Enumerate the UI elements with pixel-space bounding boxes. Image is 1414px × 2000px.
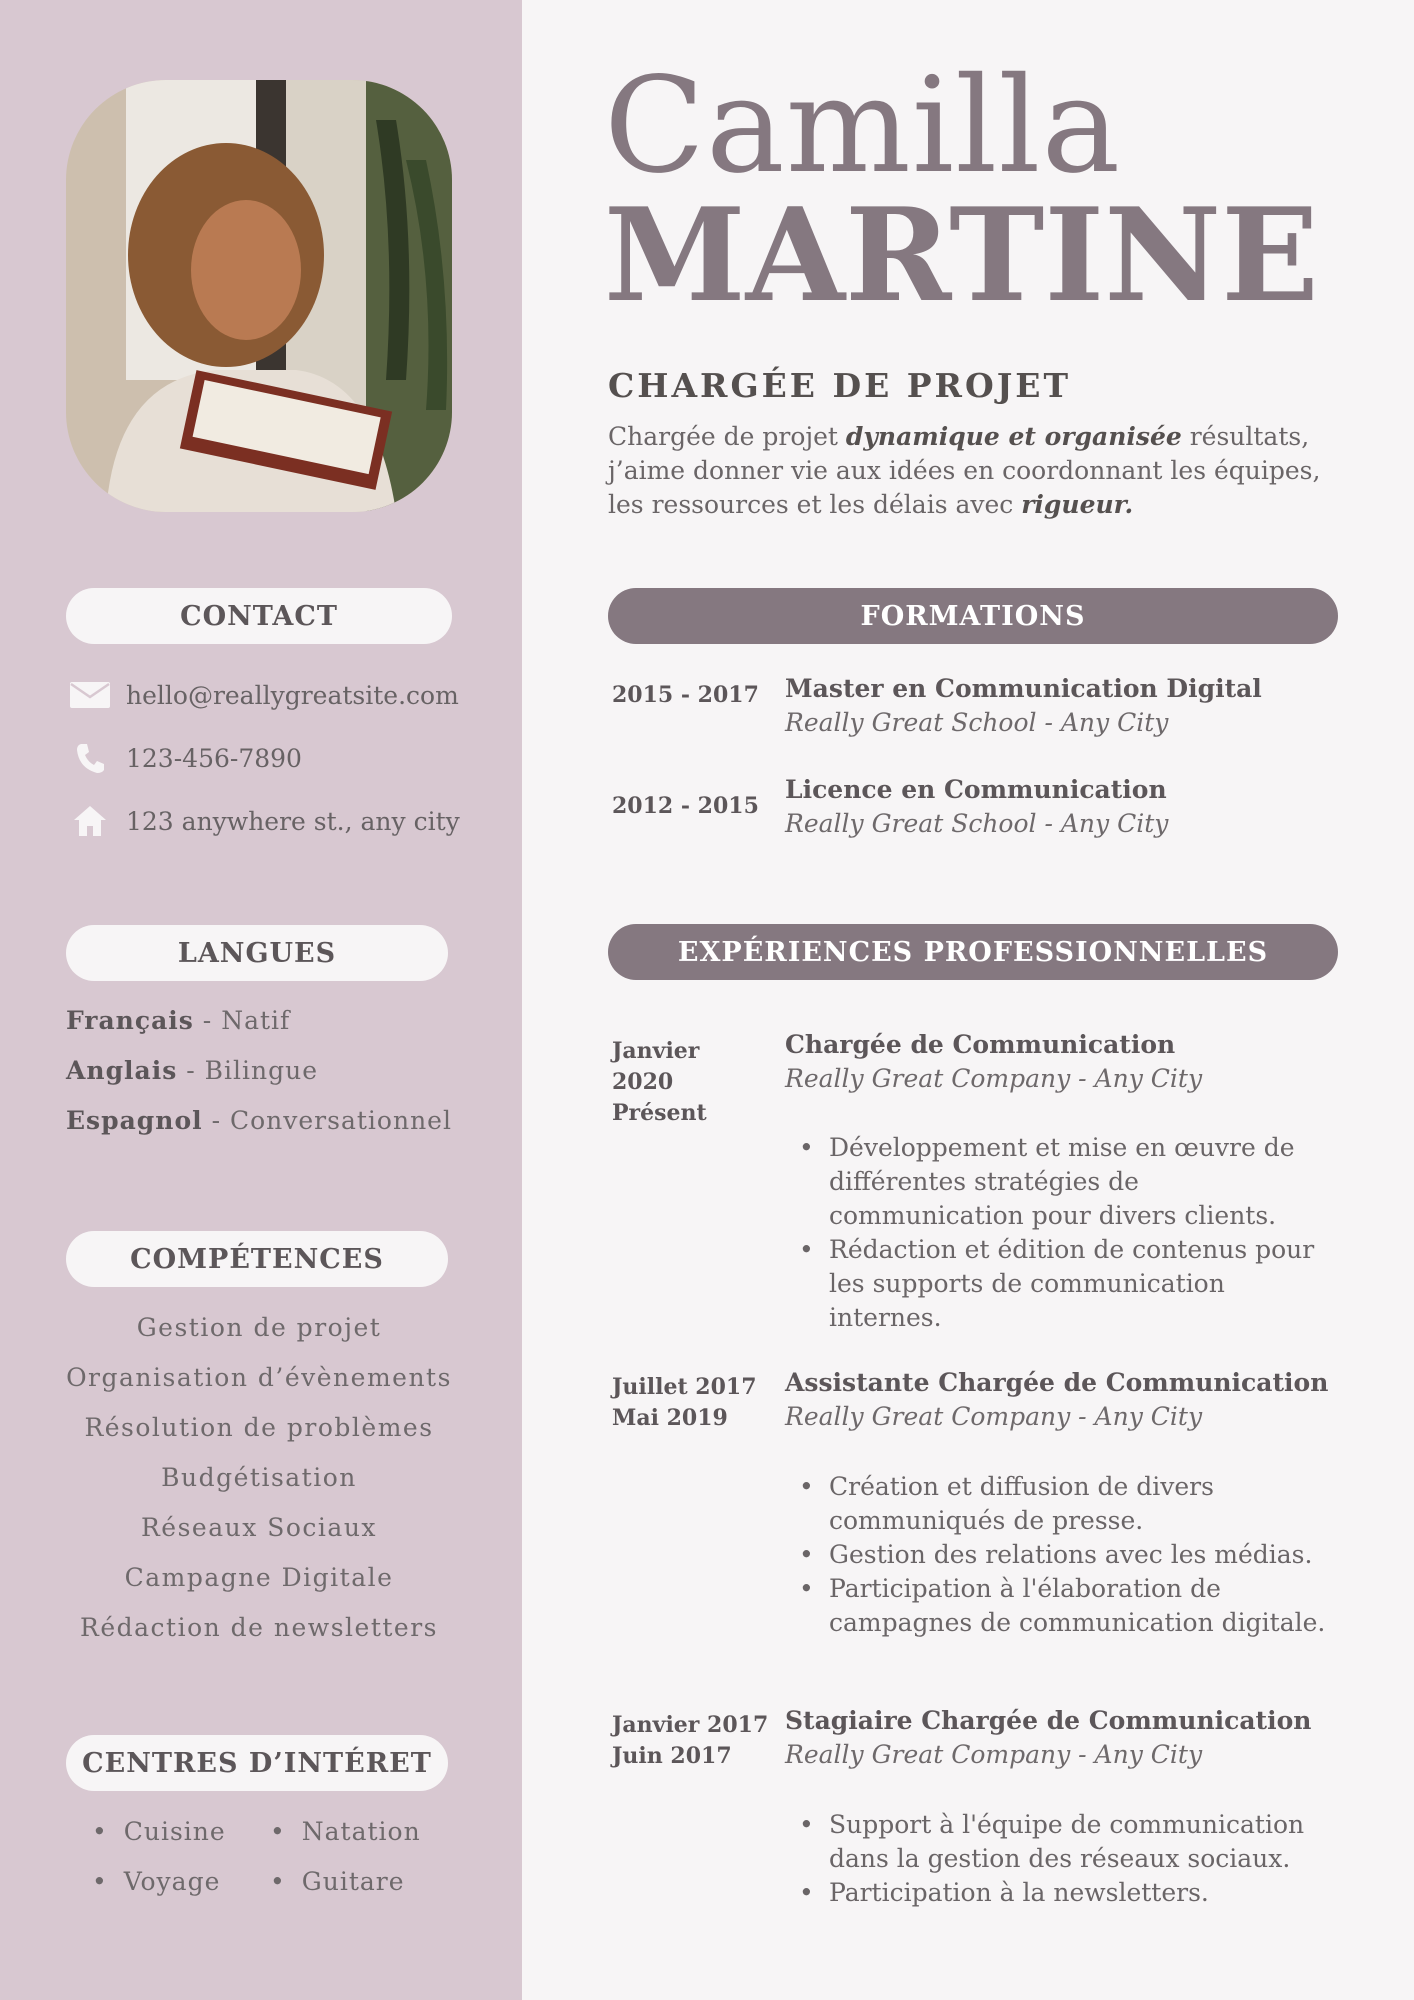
education-title: Master en Communication Digital bbox=[785, 674, 1262, 703]
language-item: Français - Natif bbox=[66, 1006, 291, 1035]
skills-heading: COMPÉTENCES bbox=[66, 1231, 448, 1287]
list-item: • Support à l'équipe de communication dans la gestion des réseaux sociaux. bbox=[795, 1808, 1335, 1876]
experience-company: Really Great Company - Any City bbox=[785, 1402, 1203, 1431]
skill-item: Réseaux Sociaux bbox=[140, 1513, 378, 1542]
education-school: Really Great School - Any City bbox=[785, 708, 1169, 737]
languages-heading: LANGUES bbox=[66, 925, 448, 981]
list-item: • Participation à la newsletters. bbox=[795, 1876, 1335, 1910]
interest-item: • Cuisine bbox=[92, 1817, 226, 1846]
experience-title: Assistante Chargée de Communication bbox=[785, 1368, 1329, 1397]
language-item: Espagnol - Conversationnel bbox=[66, 1106, 452, 1135]
interest-item: • Guitare bbox=[270, 1867, 405, 1896]
list-item: • Gestion des relations avec les médias. bbox=[795, 1538, 1335, 1572]
contact-address[interactable] bbox=[68, 804, 460, 838]
interest-item: • Natation bbox=[270, 1817, 421, 1846]
language-item: Anglais - Bilingue bbox=[66, 1056, 319, 1085]
interests-heading: CENTRES D’INTÉRET bbox=[66, 1735, 448, 1791]
email-text: hello@reallygreatsite.com bbox=[126, 680, 459, 710]
contact-email[interactable] bbox=[68, 678, 459, 712]
last-name: MARTINE bbox=[604, 181, 1319, 331]
profile-summary: Chargée de projet dynamique et organisée résultats, j’aime donner vie aux idées en coordonnant les équipes, les ressources et les délais avec rigueur. bbox=[608, 422, 1321, 519]
education-dates: 2012 - 2015 bbox=[612, 793, 759, 819]
skill-item: Campagne Digitale bbox=[124, 1563, 394, 1592]
first-name: Camilla bbox=[604, 49, 1122, 203]
interest-item: • Voyage bbox=[92, 1867, 220, 1896]
list-item: • Participation à l'élaboration de campagnes de communication digitale. bbox=[795, 1572, 1335, 1640]
skill-item: Rédaction de newsletters bbox=[80, 1613, 438, 1642]
experience-title: Chargée de Communication bbox=[785, 1030, 1176, 1059]
home-icon bbox=[68, 804, 112, 838]
experience-company: Really Great Company - Any City bbox=[785, 1064, 1203, 1093]
skill-item: Résolution de problèmes bbox=[84, 1413, 434, 1442]
experience-title: Stagiaire Chargée de Communication bbox=[785, 1706, 1312, 1735]
phone-icon bbox=[68, 741, 112, 775]
list-item: • Développement et mise en œuvre de différentes stratégies de communication pour divers clients. bbox=[795, 1131, 1335, 1233]
education-school: Really Great School - Any City bbox=[785, 809, 1169, 838]
contact-phone[interactable] bbox=[68, 741, 302, 775]
skill-item: Gestion de projet bbox=[136, 1313, 382, 1342]
experience-bullets bbox=[795, 1470, 1335, 1640]
experience-dates: Juillet 2017 Mai 2019 bbox=[612, 1374, 757, 1431]
education-heading: FORMATIONS bbox=[608, 588, 1338, 644]
experience-heading: EXPÉRIENCES PROFESSIONNELLES bbox=[608, 924, 1338, 980]
skill-item: Organisation d’évènements bbox=[66, 1363, 452, 1392]
experience-bullets bbox=[795, 1131, 1335, 1335]
list-item: • Création et diffusion de divers communiqués de presse. bbox=[795, 1470, 1335, 1538]
list-item: • Rédaction et édition de contenus pour les supports de communication internes. bbox=[795, 1233, 1335, 1335]
skill-item: Budgétisation bbox=[161, 1463, 357, 1492]
experience-company: Really Great Company - Any City bbox=[785, 1740, 1203, 1769]
job-title: CHARGÉE DE PROJET bbox=[608, 366, 1072, 405]
experience-dates: Janvier 2020 Présent bbox=[612, 1038, 707, 1126]
mail-icon bbox=[68, 678, 112, 712]
experience-bullets bbox=[795, 1808, 1335, 1910]
profile-photo bbox=[66, 80, 452, 512]
education-title: Licence en Communication bbox=[785, 775, 1167, 804]
education-dates: 2015 - 2017 bbox=[612, 682, 759, 708]
phone-text: 123-456-7890 bbox=[126, 743, 302, 773]
experience-dates: Janvier 2017 Juin 2017 bbox=[612, 1712, 769, 1769]
contact-heading: CONTACT bbox=[66, 588, 452, 644]
address-text: 123 anywhere st., any city bbox=[126, 806, 460, 836]
